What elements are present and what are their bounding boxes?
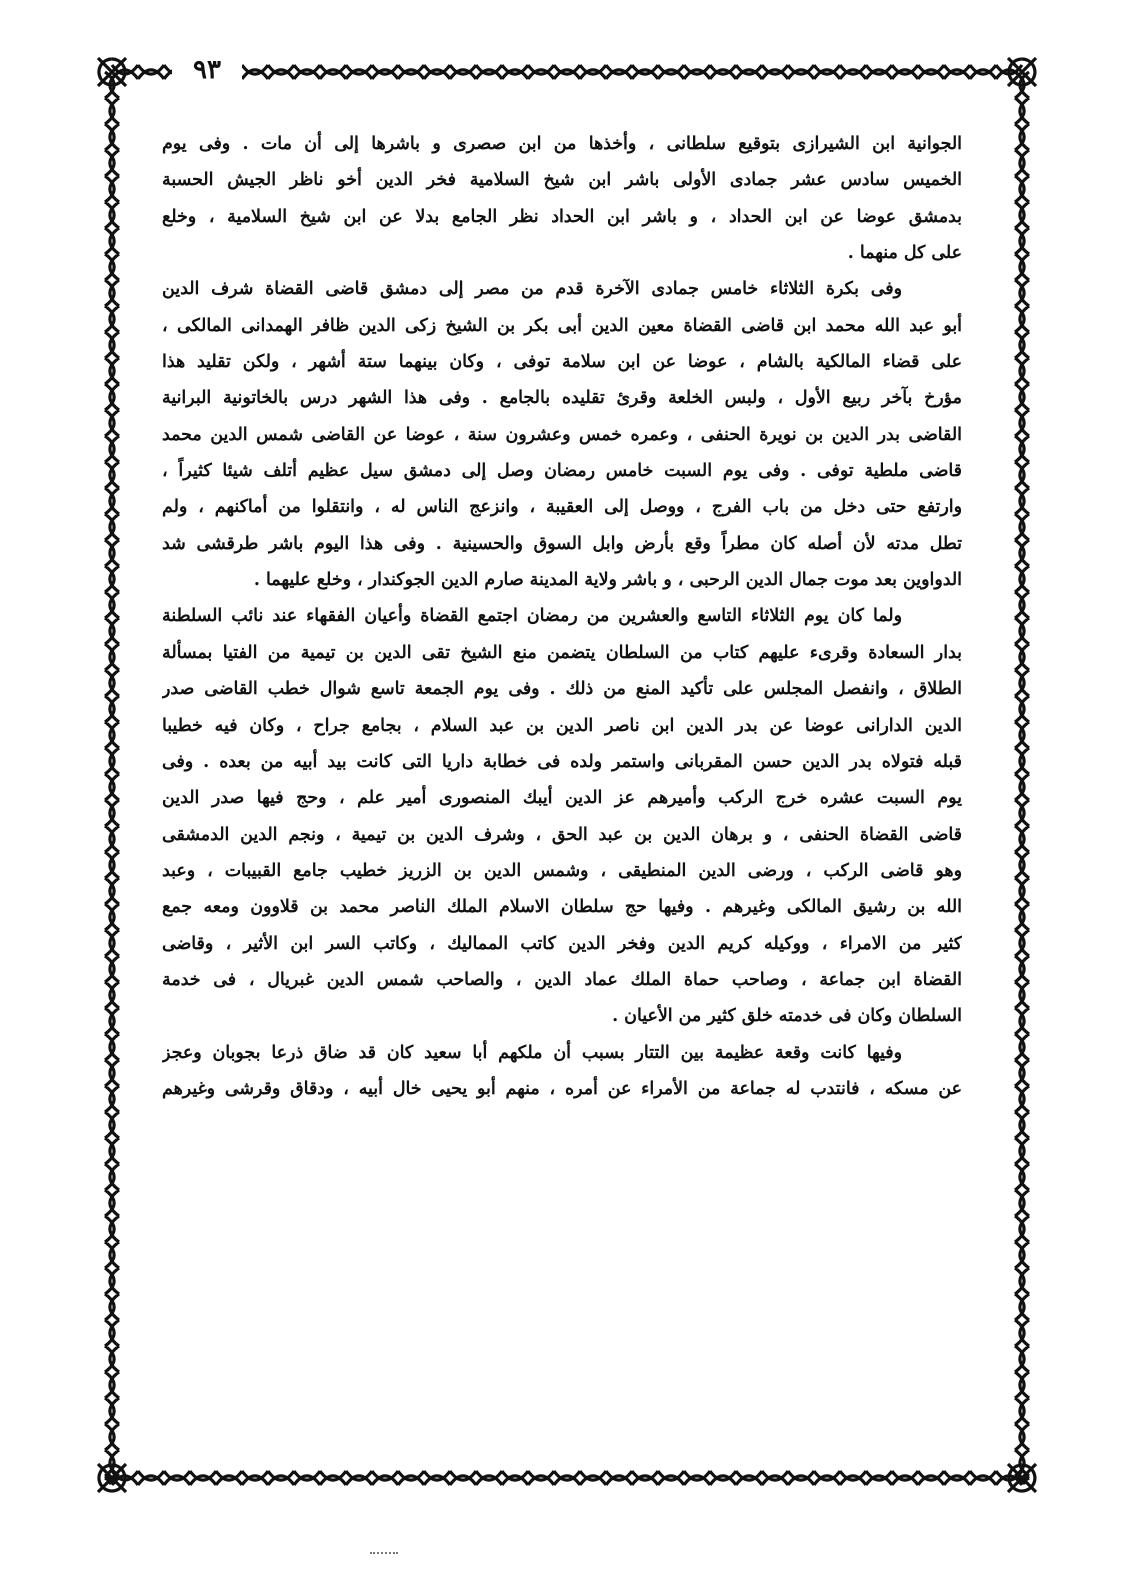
text-line: وفيها كانت وقعة عظيمة بين التتار بسبب أن ملكهم أبا سعيد كان قد ضاق ذرعا بجوبان وعجز [162,1042,902,1063]
text-line: الدواوين بعد موت جمال الدين الرحبى ، و باشر ولاية المدينة صارم الدين الجوكندار ، وخلع عليهما . [253,570,962,591]
text-line: أبو عبد الله محمد ابن قاضى القضاة معين الدين أبى بكر بن الشيخ زكى الدين ظافر الهمدانى المالكى ، [162,315,962,336]
text-line: وارتفع حتى دخل من باب الفرج ، ووصل إلى العقيبة ، وانزعج الناس له ، وانتقلوا من أماكنهم ، ولم [162,497,962,518]
text-line: القاضى بدر الدين بن نويرة الحنفى ، وعمره خمس وعشرون سنة ، عوضا عن القاضى شمس الدين محمد [162,424,962,445]
text-line: قبله فتولاه بدر الدين حسن المقربانى واستمر ولده فى خطابة داريا التى كانت بيد أبيه من بعده . وفى [162,751,962,772]
text-line: مؤرخ بآخر ربيع الأول ، ولبس الخلعة وقرئ تقليده بالجامع . وفى هذا الشهر درس بالخاتونية البرانية [162,388,962,409]
text-line: قاضى القضاة الحنفى ، و برهان الدين بن عبد الحق ، وشرف الدين بن تيمية ، ونجم الدين الدمشقى [162,824,962,845]
text-line: السلطان وكان فى خدمته خلق كثير من الأعيان . [612,1006,962,1027]
page-number: ٩٣ [172,50,242,90]
text-line: بدمشق عوضا عن ابن الحداد ، و باشر ابن الحداد نظر الجامع بدلا عن ابن شيخ السلامية ، وخلع [162,206,962,227]
text-line: كثير من الامراء ، ووكيله كريم الدين وفخر الدين كاتب المماليك ، وكاتب السر ابن الأثير ، وقاضى [162,933,962,954]
text-line: ولما كان يوم الثلاثاء التاسع والعشرين من رمضان اجتمع القضاة وأعيان الفقهاء عند نائب السلطنة [162,606,902,627]
body-text [162,126,962,1436]
text-line: عن مسكه ، فانتدب له جماعة من الأمراء عن أمره ، منهم أبو يحيى خال أبيه ، ودقاق وقرشى وغيرهم [162,1078,962,1099]
text-line: وهو قاضى الركب ، ورضى الدين المنطيقى ، وشمس الدين بن الزريز خطيب جامع القبيبات ، وعبد [162,860,962,881]
print-speck [370,1552,398,1560]
text-line: الخميس سادس عشر جمادى الأولى باشر ابن شيخ السلامية فخر الدين أخو ناظر الجيش الحسبة [162,170,962,191]
text-line: على كل منهما . [847,243,962,264]
text-line: قاضى ملطية توفى . وفى يوم السبت خامس رمضان وصل إلى دمشق سيل عظيم أتلف شيئا كثيراً ، [162,461,962,482]
text-line: على قضاء المالكية بالشام ، عوضا عن ابن سلامة توفى ، وكان بينهما ستة أشهر ، ولكن تقليد هذا [162,352,962,373]
text-line: الطلاق ، وانفصل المجلس على تأكيد المنع من ذلك . وفى يوم الجمعة تاسع شوال خطب القاضى صدر [162,679,962,700]
text-line: الله بن رشيق المالكى وغيرهم . وفيها حج سلطان الاسلام الملك الناصر محمد بن قلاوون ومعه جمع [162,897,962,918]
text-line: يوم السبت عشره خرج الركب وأميرهم عز الدين أيبك المنصورى أمير علم ، وحج فيها صدر الدين [162,788,962,809]
text-line: تطل مدته لأن أصله كان مطراً وقع بأرض وابل السوق والحسينية . وفى هذا اليوم باشر طرقشى شد [162,533,962,554]
text-line: وفى بكرة الثلاثاء خامس جمادى الآخرة قدم من مصر إلى دمشق قاضى القضاة شرف الدين [162,279,902,300]
text-line: القضاة ابن جماعة ، وصاحب حماة الملك عماد الدين ، والصاحب شمس الدين غبريال ، فى خدمة [162,969,962,990]
text-line: الجوانية ابن الشيرازى بتوقيع سلطانى ، وأخذها من ابن صصرى و باشرها إلى أن مات . وفى يوم [162,134,962,154]
text-line: بدار السعادة وقرىء عليهم كتاب من السلطان يتضمن منع الشيخ تقى الدين بن تيمية من الفتيا بمسألة [162,642,962,663]
text-line: الدين الدارانى عوضا عن بدر الدين ابن ناصر الدين بن عبد السلام ، بجامع جراح ، وكان فيه خطيبا [162,715,962,736]
